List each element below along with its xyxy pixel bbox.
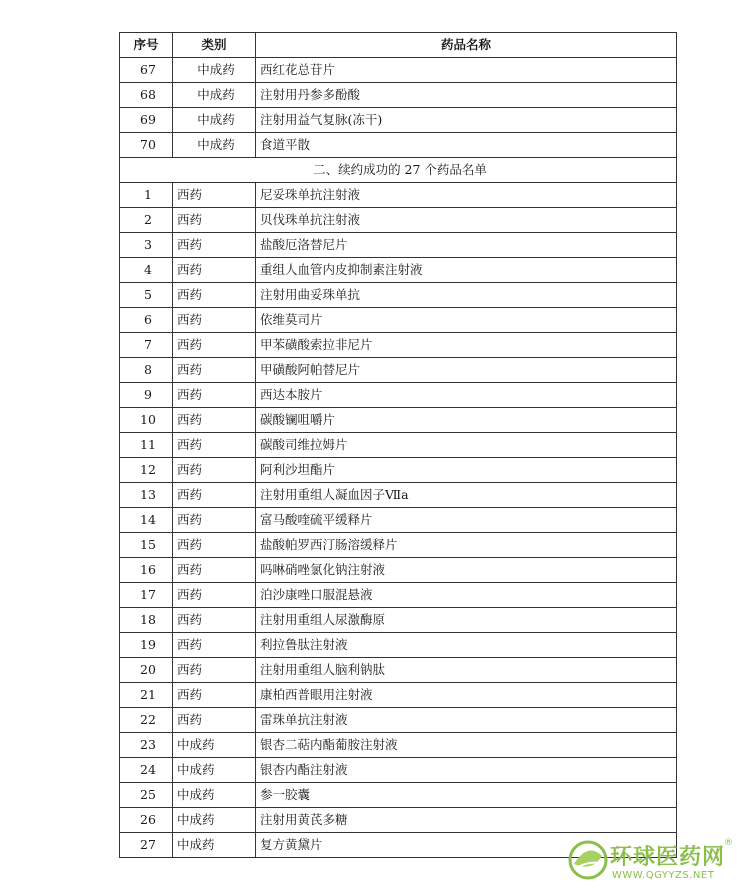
watermark-brand: 环球医药网 <box>610 845 726 870</box>
table-row <box>120 308 677 333</box>
table-row <box>120 683 677 708</box>
row-category: 西药 <box>173 358 256 383</box>
header-category: 类别 <box>173 33 256 58</box>
table-row <box>120 458 677 483</box>
row-number: 14 <box>120 508 173 533</box>
table-row <box>120 133 677 158</box>
row-category: 西药 <box>173 608 256 633</box>
table-row <box>120 608 677 633</box>
row-drug-name: 利拉鲁肽注射液 <box>256 633 677 658</box>
row-category: 中成药 <box>173 83 256 108</box>
row-category: 中成药 <box>173 783 256 808</box>
row-category: 中成药 <box>173 108 256 133</box>
row-drug-name: 参一胶囊 <box>256 783 677 808</box>
row-category: 中成药 <box>173 808 256 833</box>
row-number: 19 <box>120 633 173 658</box>
table-row <box>120 508 677 533</box>
row-category: 西药 <box>173 658 256 683</box>
row-number: 68 <box>120 83 173 108</box>
table-row <box>120 633 677 658</box>
row-number: 12 <box>120 458 173 483</box>
row-category: 西药 <box>173 433 256 458</box>
row-drug-name: 碳酸镧咀嚼片 <box>256 408 677 433</box>
table-row <box>120 533 677 558</box>
row-drug-name: 雷珠单抗注射液 <box>256 708 677 733</box>
table-body-bottom <box>120 183 677 858</box>
row-drug-name: 依维莫司片 <box>256 308 677 333</box>
row-drug-name: 重组人血管内皮抑制素注射液 <box>256 258 677 283</box>
table-row <box>120 233 677 258</box>
row-category: 西药 <box>173 308 256 333</box>
drug-list-table <box>119 32 677 858</box>
table-row <box>120 283 677 308</box>
table-row <box>120 708 677 733</box>
row-category: 西药 <box>173 683 256 708</box>
row-drug-name: 尼妥珠单抗注射液 <box>256 183 677 208</box>
row-number: 18 <box>120 608 173 633</box>
row-category: 中成药 <box>173 733 256 758</box>
row-number: 7 <box>120 333 173 358</box>
row-category: 中成药 <box>173 133 256 158</box>
row-number: 15 <box>120 533 173 558</box>
row-drug-name: 贝伐珠单抗注射液 <box>256 208 677 233</box>
table-row <box>120 83 677 108</box>
row-number: 17 <box>120 583 173 608</box>
table-row <box>120 583 677 608</box>
row-category: 西药 <box>173 508 256 533</box>
row-drug-name: 泊沙康唑口服混悬液 <box>256 583 677 608</box>
table-row <box>120 558 677 583</box>
table-row <box>120 208 677 233</box>
section-row-group <box>120 158 677 183</box>
row-category: 中成药 <box>173 58 256 83</box>
row-number: 16 <box>120 558 173 583</box>
row-category: 西药 <box>173 183 256 208</box>
row-number: 26 <box>120 808 173 833</box>
row-category: 西药 <box>173 333 256 358</box>
row-number: 23 <box>120 733 173 758</box>
table-body-top <box>120 58 677 158</box>
table-row <box>120 108 677 133</box>
row-drug-name: 注射用曲妥珠单抗 <box>256 283 677 308</box>
row-number: 25 <box>120 783 173 808</box>
row-drug-name: 注射用重组人凝血因子Ⅶa <box>256 483 677 508</box>
table-row <box>120 358 677 383</box>
table-row <box>120 333 677 358</box>
table-row <box>120 758 677 783</box>
table-row <box>120 483 677 508</box>
row-category: 西药 <box>173 583 256 608</box>
row-category: 西药 <box>173 233 256 258</box>
row-drug-name: 注射用益气复脉(冻干) <box>256 108 677 133</box>
table-row <box>120 58 677 83</box>
row-drug-name: 注射用丹参多酚酸 <box>256 83 677 108</box>
row-drug-name: 富马酸喹硫平缓释片 <box>256 508 677 533</box>
row-drug-name: 食道平散 <box>256 133 677 158</box>
row-number: 27 <box>120 833 173 858</box>
row-drug-name: 银杏二萜内酯葡胺注射液 <box>256 733 677 758</box>
row-number: 1 <box>120 183 173 208</box>
row-drug-name: 康柏西普眼用注射液 <box>256 683 677 708</box>
row-drug-name: 碳酸司维拉姆片 <box>256 433 677 458</box>
row-number: 6 <box>120 308 173 333</box>
row-number: 10 <box>120 408 173 433</box>
row-drug-name: 甲磺酸阿帕替尼片 <box>256 358 677 383</box>
watermark-url: WWW.QGYYZS.NET <box>612 870 715 881</box>
row-number: 9 <box>120 383 173 408</box>
table-row <box>120 408 677 433</box>
table-row <box>120 433 677 458</box>
row-drug-name: 吗啉硝唑氯化钠注射液 <box>256 558 677 583</box>
row-category: 西药 <box>173 208 256 233</box>
row-number: 4 <box>120 258 173 283</box>
row-drug-name: 注射用黄芪多糖 <box>256 808 677 833</box>
row-number: 8 <box>120 358 173 383</box>
row-number: 5 <box>120 283 173 308</box>
row-category: 西药 <box>173 283 256 308</box>
table-header-row <box>120 33 677 58</box>
table-row <box>120 258 677 283</box>
row-number: 3 <box>120 233 173 258</box>
header-num: 序号 <box>120 33 173 58</box>
row-number: 13 <box>120 483 173 508</box>
row-number: 69 <box>120 108 173 133</box>
row-drug-name: 复方黄黛片 <box>256 833 677 858</box>
watermark <box>566 838 734 888</box>
table-row <box>120 808 677 833</box>
row-drug-name: 甲苯磺酸索拉非尼片 <box>256 333 677 358</box>
row-drug-name: 注射用重组人脑利钠肽 <box>256 658 677 683</box>
row-category: 西药 <box>173 408 256 433</box>
row-drug-name: 银杏内酯注射液 <box>256 758 677 783</box>
section-row <box>120 158 677 183</box>
row-number: 70 <box>120 133 173 158</box>
row-drug-name: 盐酸帕罗西汀肠溶缓释片 <box>256 533 677 558</box>
row-drug-name: 盐酸厄洛替尼片 <box>256 233 677 258</box>
row-number: 24 <box>120 758 173 783</box>
section-title: 二、续约成功的 27 个药品名单 <box>120 158 677 183</box>
row-number: 20 <box>120 658 173 683</box>
globe-leaf-icon <box>566 838 610 882</box>
row-number: 67 <box>120 58 173 83</box>
table-row <box>120 783 677 808</box>
header-name: 药品名称 <box>256 33 677 58</box>
row-number: 11 <box>120 433 173 458</box>
row-drug-name: 西红花总苷片 <box>256 58 677 83</box>
row-category: 西药 <box>173 483 256 508</box>
table-row <box>120 658 677 683</box>
row-category: 西药 <box>173 383 256 408</box>
row-category: 西药 <box>173 633 256 658</box>
watermark-registered-mark: ® <box>724 838 733 848</box>
row-drug-name: 阿利沙坦酯片 <box>256 458 677 483</box>
table-row <box>120 733 677 758</box>
row-category: 中成药 <box>173 833 256 858</box>
row-category: 西药 <box>173 533 256 558</box>
row-drug-name: 注射用重组人尿激酶原 <box>256 608 677 633</box>
row-number: 22 <box>120 708 173 733</box>
table-row <box>120 383 677 408</box>
row-category: 西药 <box>173 458 256 483</box>
row-category: 西药 <box>173 258 256 283</box>
row-category: 西药 <box>173 708 256 733</box>
row-number: 21 <box>120 683 173 708</box>
row-category: 中成药 <box>173 758 256 783</box>
row-drug-name: 西达本胺片 <box>256 383 677 408</box>
row-number: 2 <box>120 208 173 233</box>
row-category: 西药 <box>173 558 256 583</box>
table-row <box>120 183 677 208</box>
